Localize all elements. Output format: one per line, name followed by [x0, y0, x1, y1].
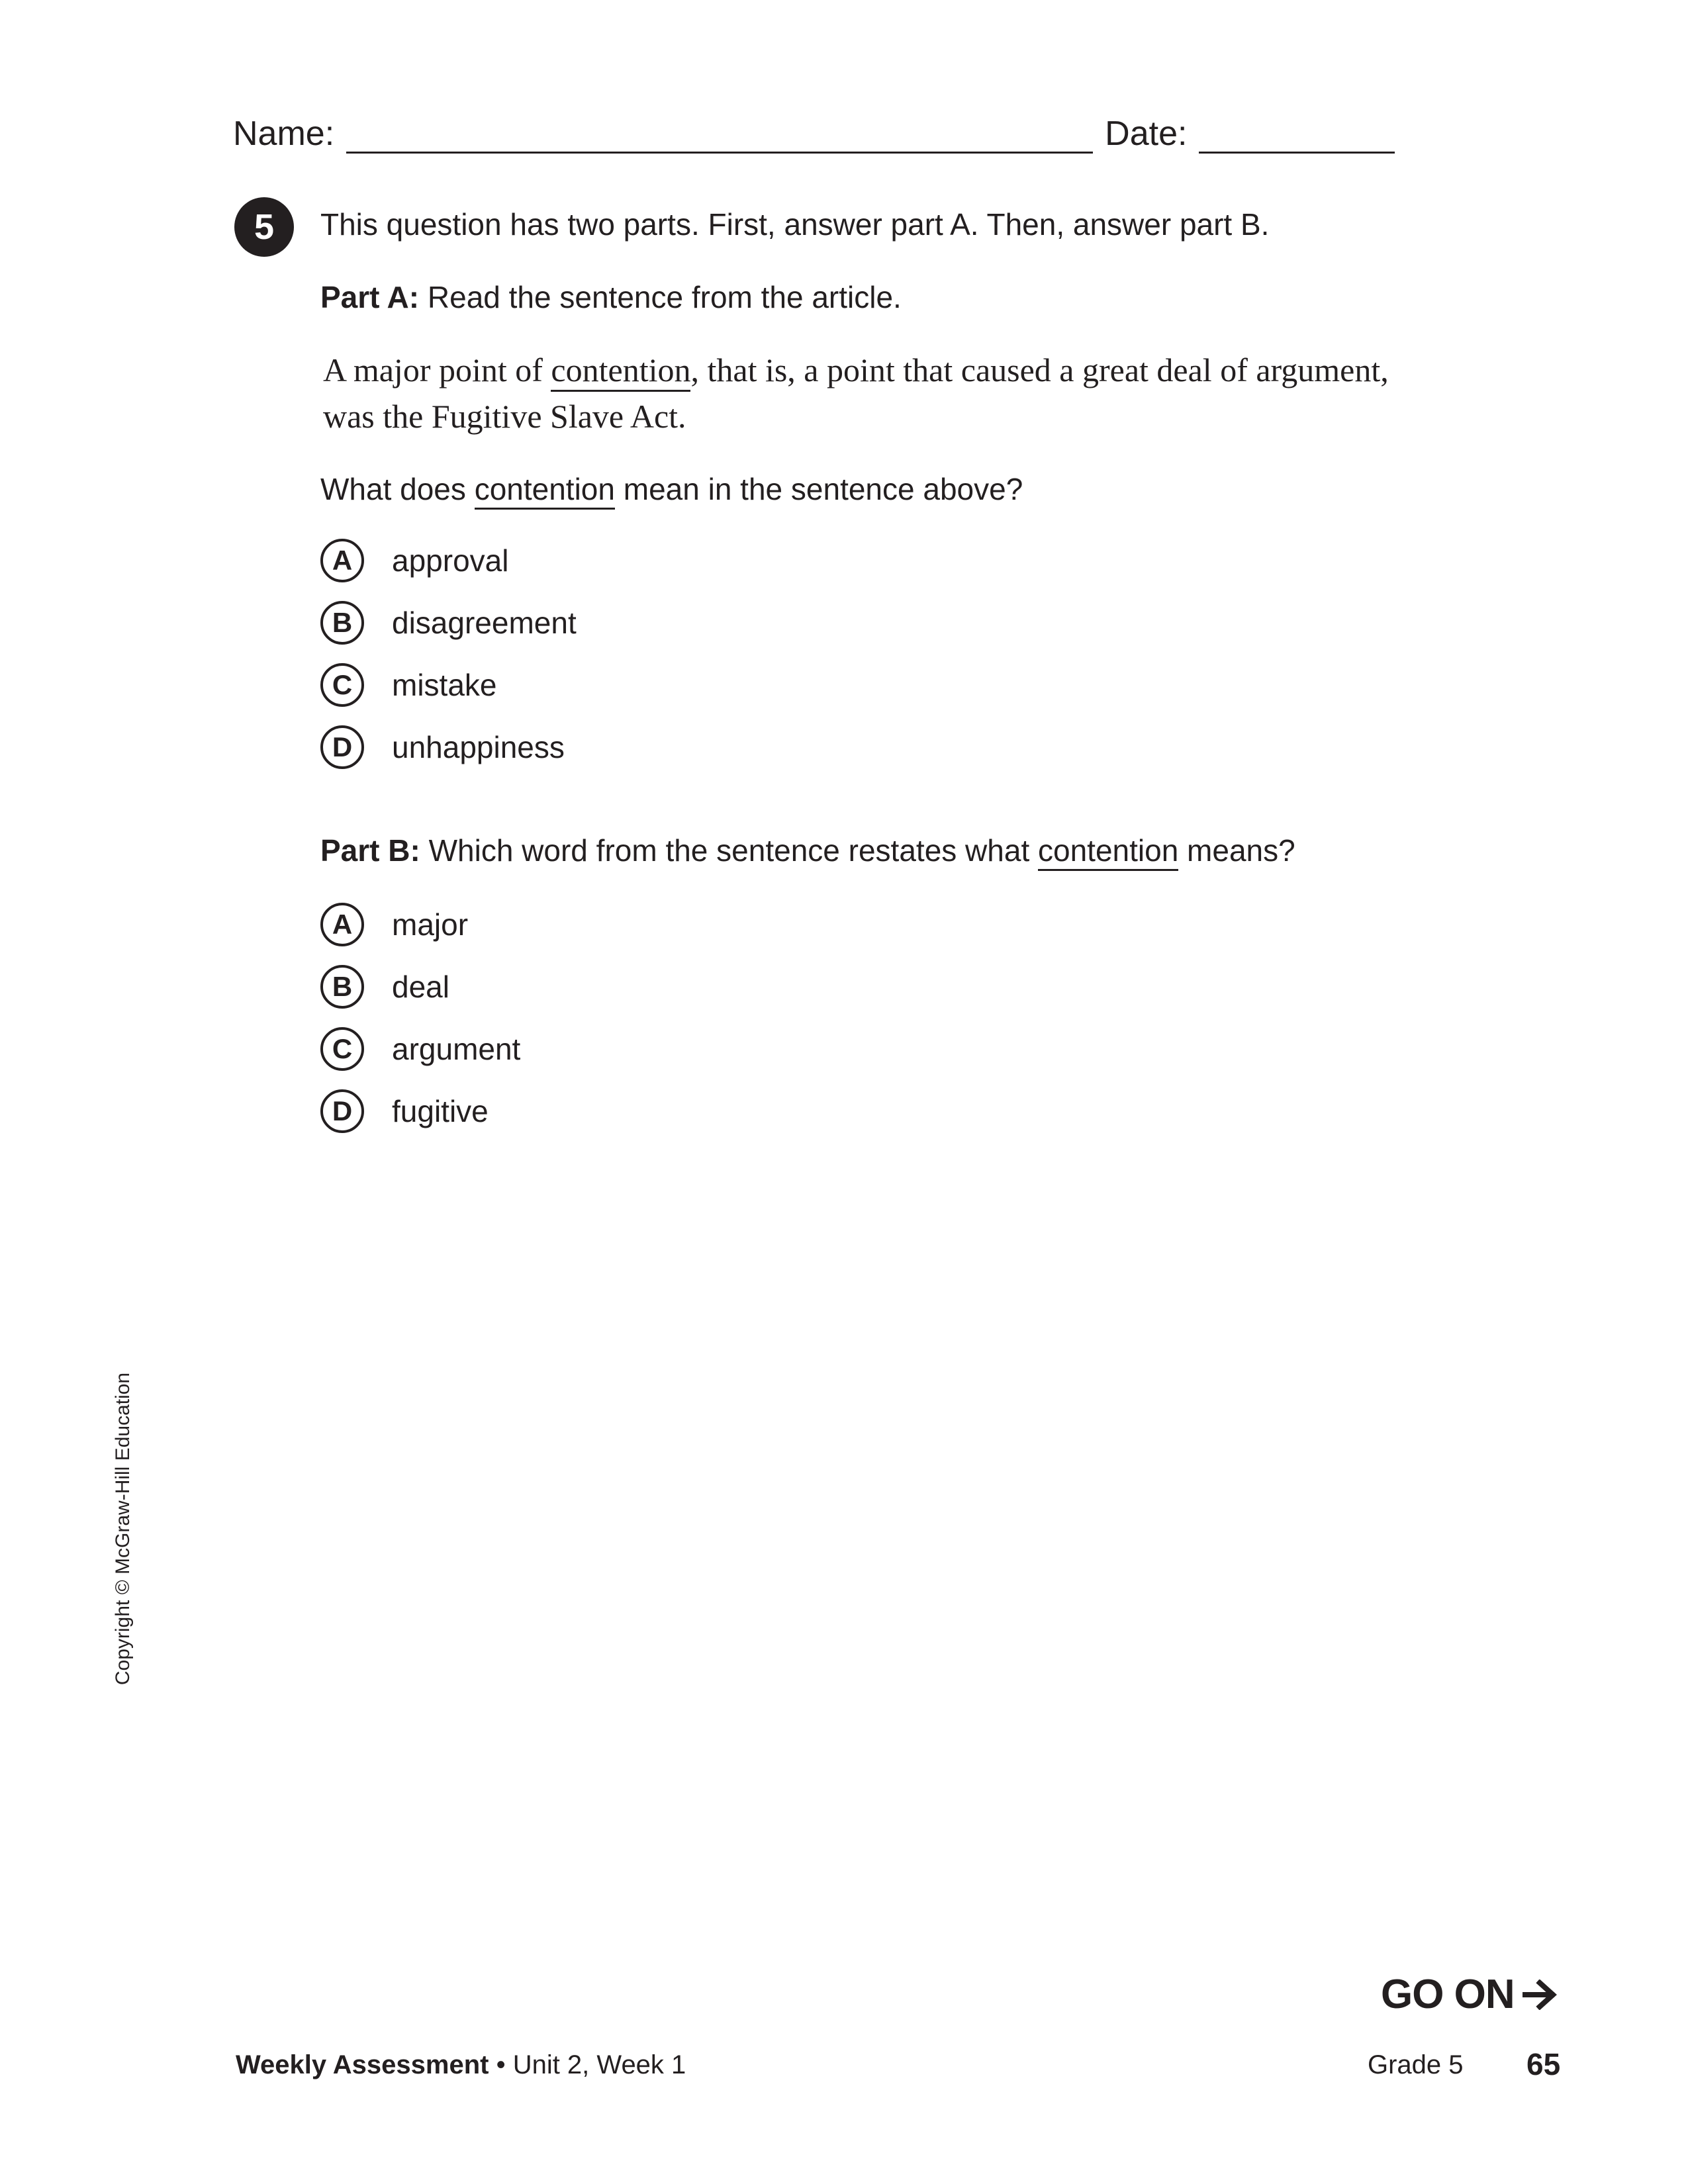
quote-before: A major point of — [323, 351, 551, 388]
part-b-label: Part B: — [320, 833, 420, 868]
option-bubble[interactable]: C — [320, 1027, 364, 1071]
question-intro: This question has two parts. First, answer part A. Then, answer part B. — [320, 207, 1270, 242]
option-bubble[interactable]: A — [320, 539, 364, 582]
part-b-question-before: Which word from the sentence restates what — [428, 833, 1038, 868]
part-a-question-word: contention — [475, 472, 615, 510]
question-number-badge: 5 — [234, 197, 294, 257]
option-text: deal — [392, 970, 449, 1004]
part-b-options — [320, 893, 520, 1142]
option-text: approval — [392, 543, 509, 578]
part-a-question-after: mean in the sentence above? — [614, 472, 1023, 506]
part-a-option-b[interactable] — [320, 592, 577, 654]
part-a-label: Part A: — [320, 280, 420, 314]
option-bubble[interactable]: D — [320, 725, 364, 769]
part-b-option-c[interactable] — [320, 1018, 520, 1080]
option-bubble[interactable]: D — [320, 1089, 364, 1133]
copyright-notice: Copyright © McGraw-Hill Education — [112, 1372, 134, 1686]
option-text: argument — [392, 1032, 521, 1066]
part-a-question — [320, 471, 1023, 507]
part-a-instruction-text: Read the sentence from the article. — [427, 280, 902, 314]
part-a-instruction — [320, 279, 902, 315]
option-text: mistake — [392, 668, 497, 702]
page-number: 65 — [1526, 2047, 1561, 2081]
part-a-option-a[interactable] — [320, 529, 577, 592]
option-text: unhappiness — [392, 730, 565, 764]
arrow-right-icon — [1523, 1979, 1558, 2010]
part-a-option-d[interactable] — [320, 716, 577, 778]
date-field[interactable] — [1199, 117, 1395, 154]
go-on-indicator — [1381, 1971, 1558, 2018]
name-label: Name: — [233, 114, 335, 153]
part-b-question-after: means? — [1178, 833, 1295, 868]
footer-assessment: Weekly Assessment — [236, 2050, 489, 2079]
name-date-header — [233, 106, 1398, 154]
option-text: disagreement — [392, 606, 577, 640]
option-bubble[interactable]: B — [320, 965, 364, 1009]
option-text: major — [392, 907, 469, 942]
part-b-question-word: contention — [1038, 833, 1178, 871]
footer-separator: • — [489, 2050, 513, 2079]
footer-assessment-info — [236, 2050, 686, 2080]
quote-after: , that is, a point that caused a great deal of argument, was the Fugitive Slave Act. — [323, 351, 1389, 435]
part-a-option-c[interactable] — [320, 654, 577, 716]
go-on-label: GO ON — [1381, 1972, 1515, 2017]
article-quote — [323, 347, 1395, 439]
part-a-options — [320, 529, 577, 778]
option-bubble[interactable]: A — [320, 903, 364, 946]
part-b-question — [320, 833, 1295, 868]
part-b-option-a[interactable] — [320, 893, 520, 956]
part-b-option-b[interactable] — [320, 956, 520, 1018]
option-text: fugitive — [392, 1094, 489, 1128]
footer-unit: Unit 2, Week 1 — [512, 2050, 686, 2079]
part-b-option-d[interactable] — [320, 1080, 520, 1142]
option-bubble[interactable]: B — [320, 601, 364, 645]
quote-underlined-word: contention — [551, 351, 690, 392]
part-a-question-before: What does — [320, 472, 475, 506]
footer-grade: Grade 5 — [1368, 2050, 1464, 2079]
option-bubble[interactable]: C — [320, 663, 364, 707]
date-label: Date: — [1105, 114, 1188, 153]
name-field[interactable] — [346, 117, 1093, 154]
